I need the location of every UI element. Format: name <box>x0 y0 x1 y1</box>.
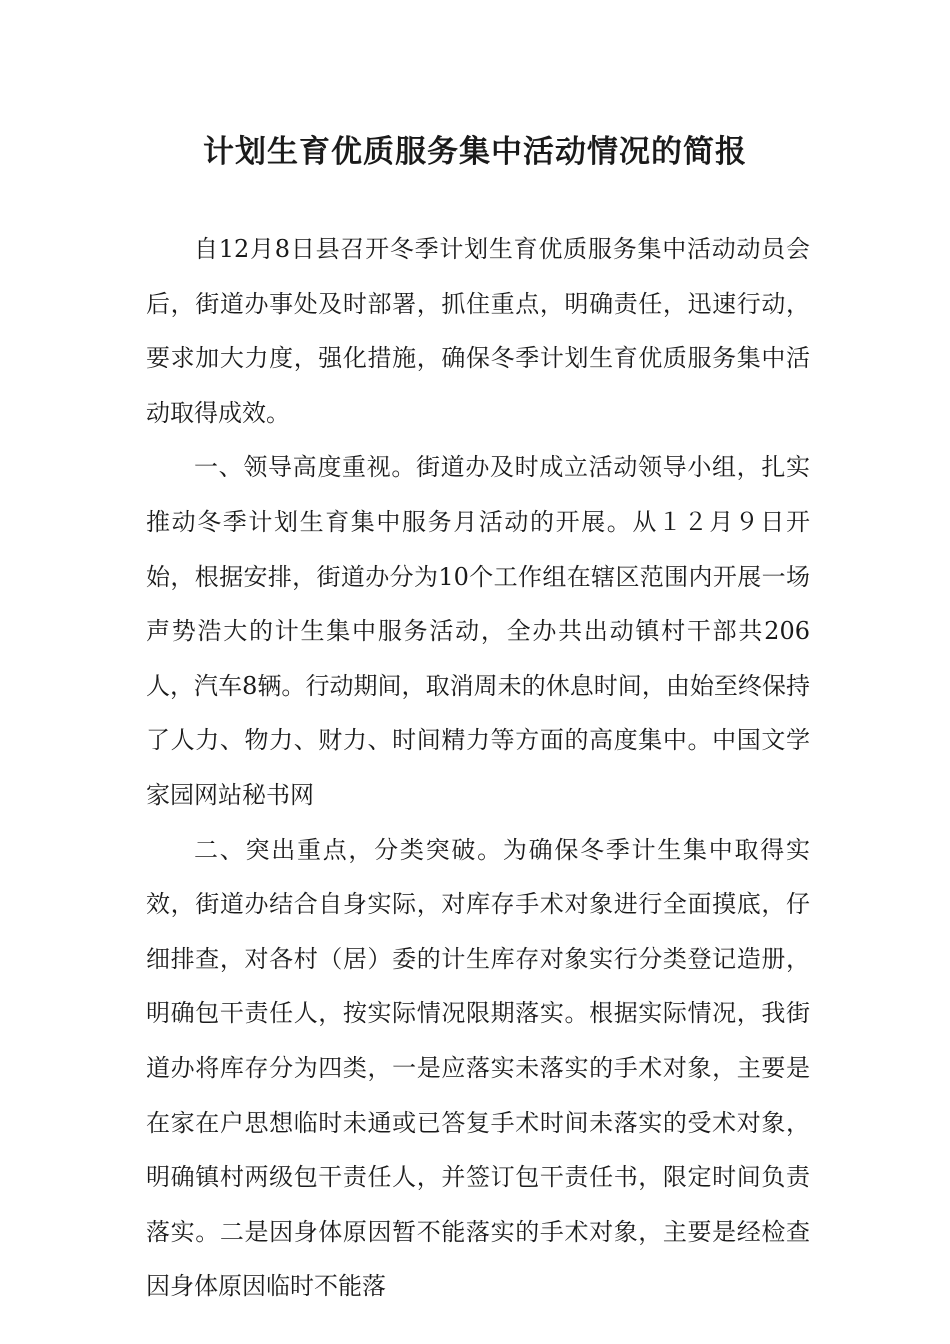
document-title: 计划生育优质服务集中活动情况的简报 <box>203 134 747 170</box>
paragraph-intro: 自12月8日县召开冬季计划生育优质服务集中活动动员会后，街道办事处及时部署，抓住重点，明确责任，迅速行动，要求加大力度，强化措施，确保冬季计划生育优质服务集中活动取得成效。 <box>146 235 810 427</box>
paragraph-key-points: 二、突出重点，分类突破。为确保冬季计生集中取得实效，街道办结合自身实际，对库存手术对象进行全面摸底，仔细排查，对各村（居）委的计生库存对象实行分类登记造册，明确包干责任人，按实际情况限期落实。根据实际情况，我街道办将库存分为四类，一是应落实未落实的手术对象，主要是在家在户思想临时未通或已答复手术时间未落实的受术对象，明确镇村两级包干责任人，并签订包干责任书，限定时间负责落实。二是因身体原因暂不能落实的手术对象，主要是经检查因身体原因临时不能落 <box>146 835 810 1301</box>
document-body <box>146 222 810 1314</box>
paragraph-leadership: 一、领导高度重视。街道办及时成立活动领导小组，扎实推动冬季计划生育集中服务月活动的开展。从１２月９日开始，根据安排，街道办分为10个工作组在辖区范围内开展一场声势浩大的计生集中服务活动，全办共出动镇村干部共206人，汽车8辆。行动期间，取消周未的休息时间，由始至终保持了人力、物力、财力、时间精力等方面的高度集中。中国文学家园网站秘书网 <box>146 453 810 809</box>
